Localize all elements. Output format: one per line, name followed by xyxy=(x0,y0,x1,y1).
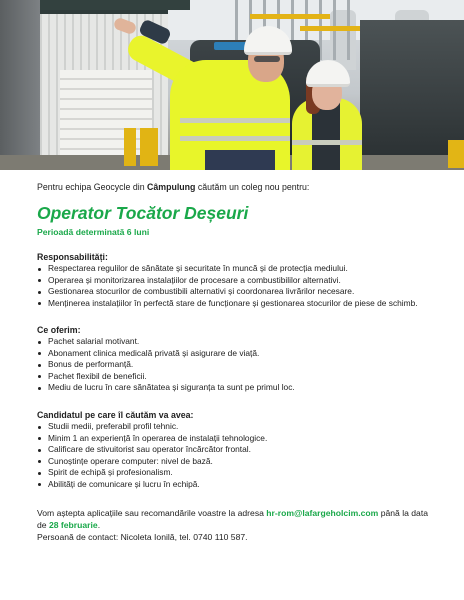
hero-photo xyxy=(0,0,464,170)
reflective-stripe xyxy=(180,136,290,141)
contact-email-link[interactable]: hr-rom@lafargeholcim.com xyxy=(266,508,379,518)
list-item-text: Menținerea instalațiilor în perfectă stare de funcționare și gestionarea stocurilor de piese de schimb. xyxy=(48,297,418,308)
bullet-icon xyxy=(38,341,41,344)
bullet-icon xyxy=(38,268,41,271)
list-item xyxy=(37,275,447,287)
list-item xyxy=(37,479,447,491)
bullet-icon xyxy=(38,279,41,282)
list-item-text: Operarea și monitorizarea instalațiilor de procesare a combustibililor alternativi. xyxy=(48,274,341,285)
worker-jeans xyxy=(205,150,275,170)
yellow-bollard xyxy=(140,128,158,166)
left-wall xyxy=(0,0,40,170)
list-item-text: Respectarea regulilor de sănătate și securitate în muncă și de protecția mediului. xyxy=(48,263,348,273)
responsibilities-heading: Responsabilități: xyxy=(37,252,108,262)
list-item-text: Pachet flexibil de beneficii. xyxy=(48,370,147,381)
list-item xyxy=(37,336,447,348)
yellow-barrier xyxy=(448,140,464,168)
list-item xyxy=(37,444,447,456)
yellow-bollard xyxy=(124,128,136,166)
safety-glasses xyxy=(254,56,280,62)
offer-heading: Ce oferim: xyxy=(37,325,81,335)
list-item xyxy=(37,433,447,445)
responsibilities-list xyxy=(37,263,447,309)
machinery xyxy=(360,20,464,160)
application-instructions xyxy=(37,507,447,531)
candidate-section xyxy=(37,409,447,491)
list-item-text: Gestionarea stocurilor de combustibili alternativi și coordonarea livrărilor necesare. xyxy=(48,286,355,297)
responsibilities-section xyxy=(37,251,447,309)
candidate-heading: Candidatul pe care îl căutăm va avea: xyxy=(37,410,194,420)
list-item xyxy=(37,467,447,479)
bullet-icon xyxy=(38,483,41,486)
job-title: Operator Tocător Deșeuri xyxy=(37,203,249,223)
roller-door xyxy=(60,70,152,168)
list-item-text: Calificare de stivuitorist sau operator încărcător frontal. xyxy=(48,444,251,455)
list-item xyxy=(37,359,447,371)
contact-person: Persoană de contact: Nicoleta Ionilă, tel. 0740 110 587. xyxy=(37,532,248,542)
deadline-date: 28 februarie xyxy=(48,520,98,530)
bullet-icon xyxy=(38,364,41,367)
bullet-icon xyxy=(38,460,41,463)
application-line-2 xyxy=(37,519,447,531)
list-item xyxy=(37,371,447,383)
intro-location: Câmpulung xyxy=(147,182,196,192)
list-item xyxy=(37,456,447,468)
intro-text xyxy=(37,182,309,192)
outro-text: până la data xyxy=(378,508,429,518)
application-line-1 xyxy=(37,507,447,519)
list-item-text: Abilități de comunicare și lucru în echipă. xyxy=(48,478,200,489)
list-item xyxy=(37,298,447,310)
bullet-icon xyxy=(38,472,41,475)
list-item-text: Pachet salarial motivant. xyxy=(48,336,140,346)
yellow-beam xyxy=(300,26,360,31)
list-item-text: Studii medii, preferabil profil tehnic. xyxy=(48,421,179,431)
reflective-stripe xyxy=(180,118,290,123)
list-item xyxy=(37,382,447,394)
offer-section xyxy=(37,324,447,394)
outro-text: de xyxy=(37,520,49,530)
list-item xyxy=(37,348,447,360)
list-item-text: Abonament clinica medicală privată și asigurare de viață. xyxy=(48,347,260,358)
list-item-text: Spirit de echipă și profesionalism. xyxy=(48,467,173,478)
list-item-text: Minim 1 an experiență în operarea de instalații tehnologice. xyxy=(48,432,268,443)
bullet-icon xyxy=(38,437,41,440)
bullet-icon xyxy=(38,449,41,452)
list-item xyxy=(37,421,447,433)
bullet-icon xyxy=(38,302,41,305)
list-item xyxy=(37,263,447,275)
bullet-icon xyxy=(38,426,41,429)
bullet-icon xyxy=(38,387,41,390)
job-subtitle: Perioadă determinată 6 luni xyxy=(37,227,150,237)
bullet-icon xyxy=(38,291,41,294)
offer-list xyxy=(37,336,447,394)
list-item xyxy=(37,286,447,298)
list-item-text: Bonus de performanță. xyxy=(48,359,134,370)
list-item-text: Mediu de lucru în care sănătatea și siguranța ta sunt pe primul loc. xyxy=(48,382,295,393)
yellow-beam xyxy=(250,14,330,19)
intro-prefix: Pentru echipa Geocycle din xyxy=(37,182,148,192)
outro-text: Vom aștepta aplicațiile sau recomandările voastre la adresa xyxy=(37,508,267,518)
bullet-icon xyxy=(38,352,41,355)
list-item-text: Cunoștințe operare computer: nivel de bază. xyxy=(48,455,213,466)
outro-text: . xyxy=(97,520,101,530)
reflective-stripe xyxy=(292,140,362,145)
candidate-list xyxy=(37,421,447,491)
intro-suffix: căutăm un coleg nou pentru: xyxy=(195,182,310,192)
bullet-icon xyxy=(38,375,41,378)
